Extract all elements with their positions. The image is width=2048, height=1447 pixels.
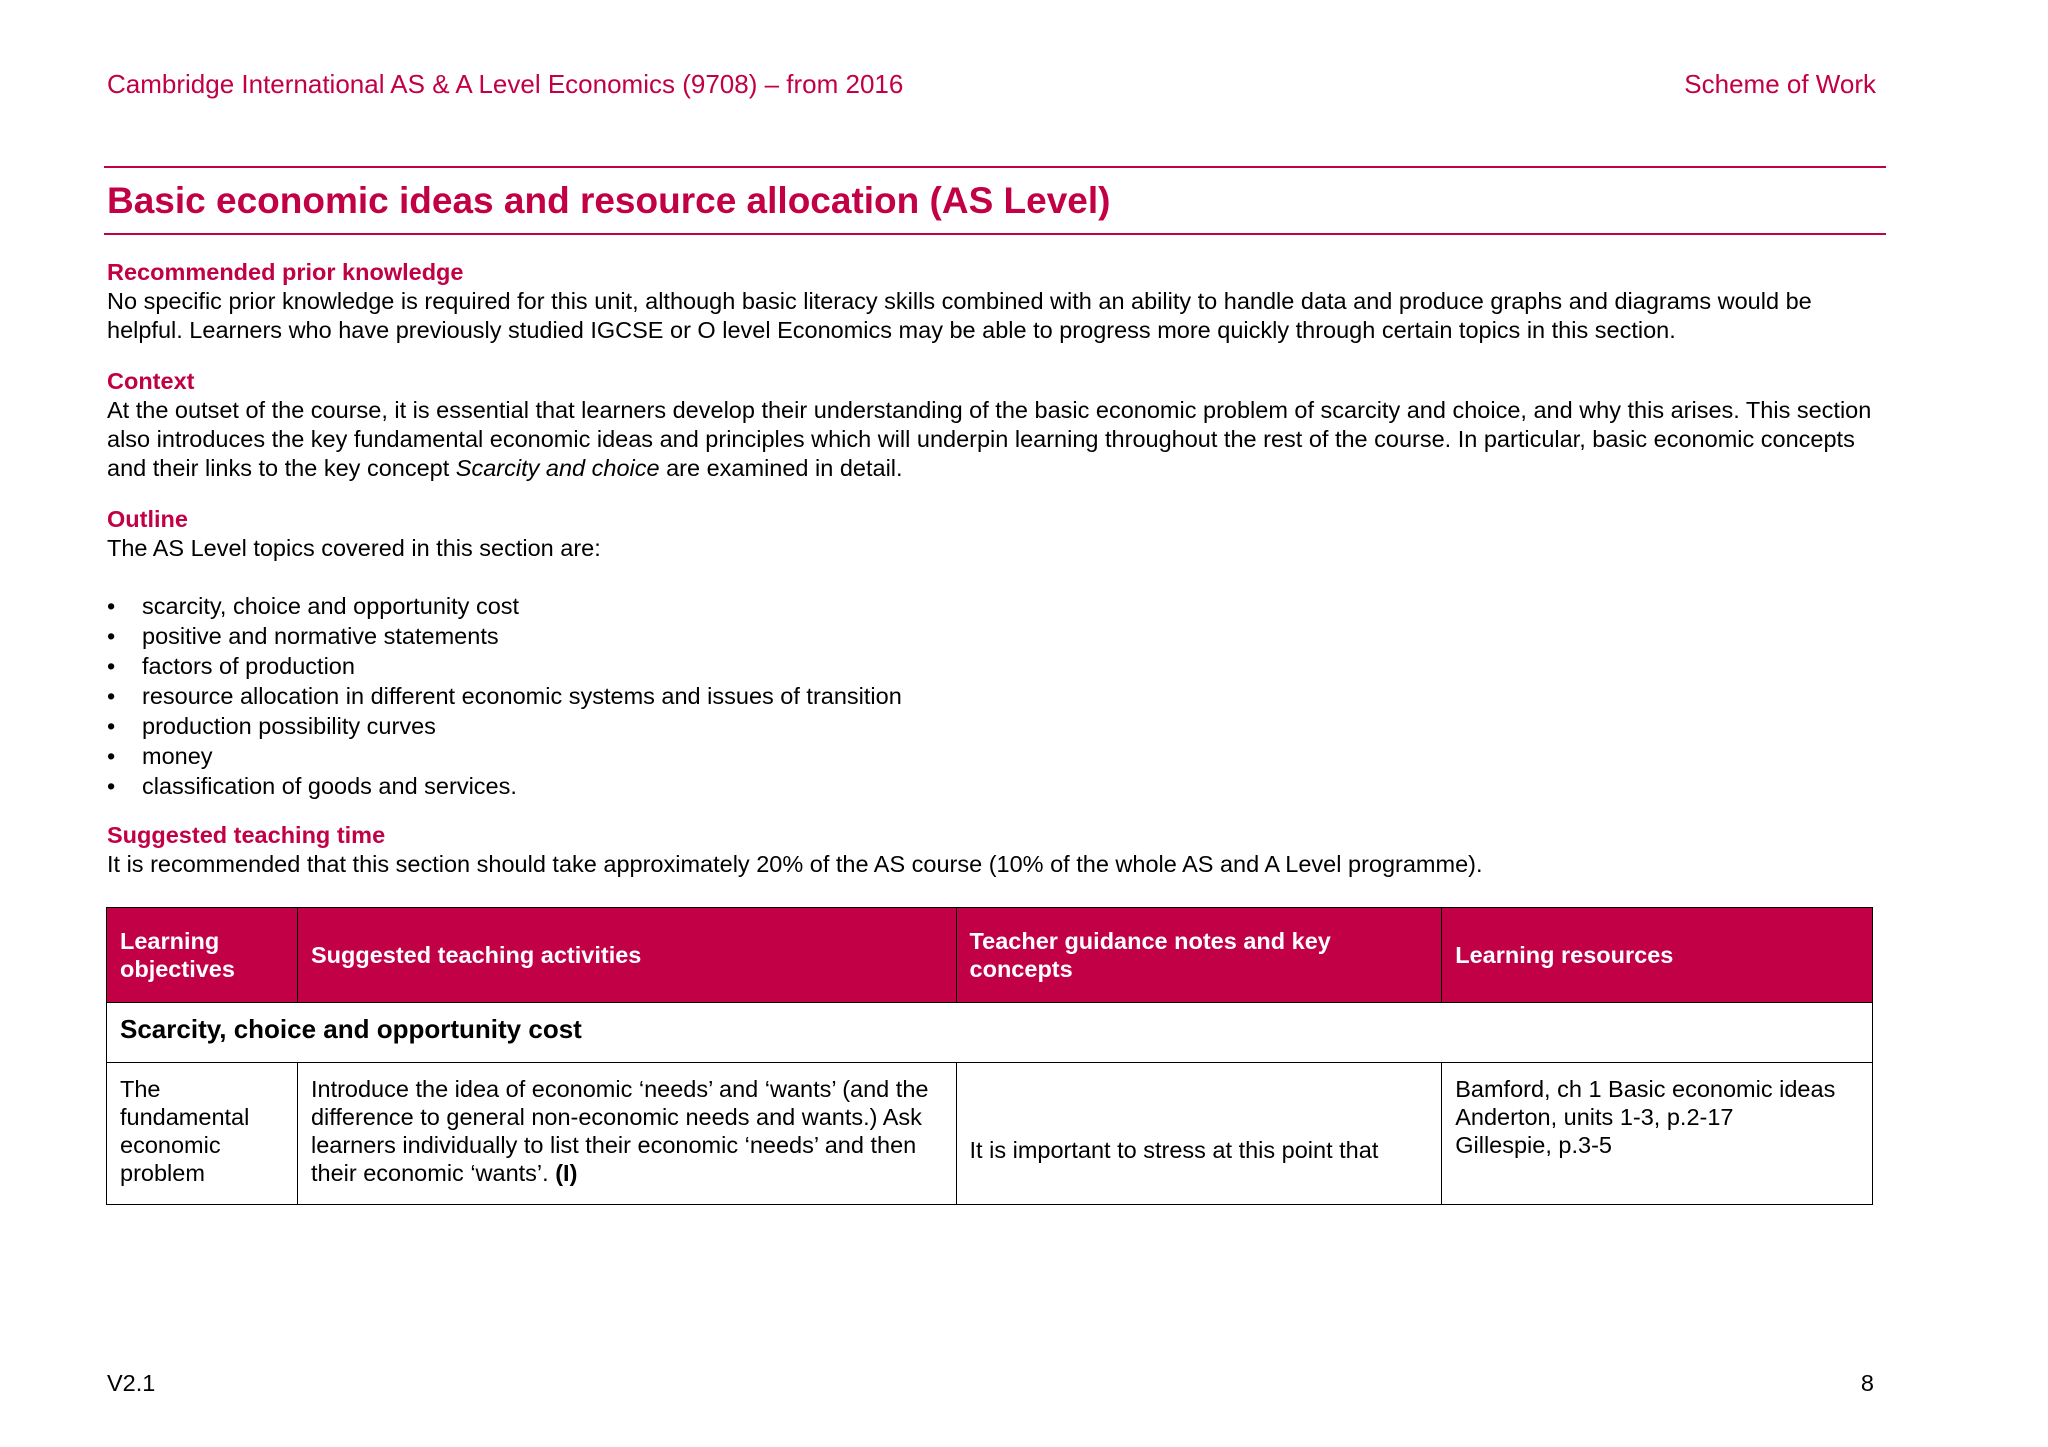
bullet-icon: • [107, 713, 116, 739]
title-rule-top [104, 166, 1886, 168]
list-item-text: resource allocation in different economic systems and issues of transition [142, 683, 902, 709]
list-item [107, 711, 1887, 741]
list-item-text: production possibility curves [142, 713, 436, 739]
guidance-notes-cell [956, 1063, 1442, 1205]
column-header-guidance-notes: Teacher guidance notes and key concepts [956, 908, 1442, 1003]
table-subheading-row [107, 1003, 1873, 1063]
resource-item: Anderton, units 1-3, p.2-17 [1455, 1104, 1734, 1130]
teaching-time-text: It is recommended that this section should take approximately 20% of the AS course (10% of the whole AS and A Level programme). [107, 851, 1483, 877]
scheme-of-work-table [106, 907, 1873, 1205]
list-item [107, 771, 1887, 801]
list-item [107, 741, 1887, 771]
teaching-time-section [107, 821, 1887, 879]
context-text-end: are examined in detail. [659, 455, 903, 481]
context-section [107, 367, 1887, 483]
list-item [107, 621, 1887, 651]
learning-objective-cell: The fundamental economic problem [107, 1063, 298, 1205]
table-row [107, 1063, 1873, 1205]
context-heading: Context [107, 368, 195, 394]
context-key-concept: Scarcity and choice [455, 455, 660, 481]
title-rule-bottom [104, 233, 1886, 235]
page-title: Basic economic ideas and resource allocation (AS Level) [107, 180, 1111, 221]
topic-subheading: Scarcity, choice and opportunity cost [107, 1003, 1873, 1063]
prior-knowledge-text: No specific prior knowledge is required for this unit, although basic literacy skills combined with an ability to handle data and produce graphs and diagrams would be helpful. Learners who have previously studied IGCSE or O level Economics may be able to progress more quickly through certain topics in this section. [107, 288, 1812, 343]
footer-version: V2.1 [107, 1370, 156, 1396]
bullet-icon: • [107, 743, 116, 769]
list-item-text: money [142, 743, 213, 769]
bullet-icon: • [107, 593, 116, 619]
bullet-icon: • [107, 623, 116, 649]
list-item-text: positive and normative statements [142, 623, 499, 649]
list-item-text: classification of goods and services. [142, 773, 517, 799]
teaching-time-heading: Suggested teaching time [107, 822, 386, 848]
list-item [107, 591, 1887, 621]
learning-resources-cell [1442, 1063, 1873, 1205]
prior-knowledge-heading: Recommended prior knowledge [107, 259, 464, 285]
outline-heading: Outline [107, 506, 188, 532]
list-item-text: factors of production [142, 653, 355, 679]
outline-topic-list [107, 591, 1887, 801]
activity-type-tag: (I) [555, 1160, 578, 1186]
context-text-main: At the outset of the course, it is essential that learners develop their understanding of the basic economic problem of scarcity and choice, and why this arises. This section also introduces the key fundamental economic ideas and principles which will underpin learning throughout the rest of the course. In particular, basic economic concepts and their links to the key concept [107, 397, 1872, 481]
footer-page-number: 8 [1860, 1370, 1874, 1396]
unit-overview [107, 258, 1887, 879]
bullet-icon: • [107, 653, 116, 679]
list-item-text: scarcity, choice and opportunity cost [142, 593, 520, 619]
teaching-activity-cell [297, 1063, 956, 1205]
header-document-type: Scheme of Work [1684, 69, 1876, 99]
list-item [107, 651, 1887, 681]
column-header-teaching-activities: Suggested teaching activities [297, 908, 956, 1003]
prior-knowledge-section [107, 258, 1887, 345]
header-course-title: Cambridge International AS & A Level Economics (9708) – from 2016 [107, 69, 904, 99]
column-header-learning-objectives: Learning objectives [107, 908, 298, 1003]
bullet-icon: • [107, 773, 116, 799]
outline-section [107, 505, 1887, 801]
list-item [107, 681, 1887, 711]
resource-item: Gillespie, p.3-5 [1455, 1132, 1612, 1158]
context-text [107, 396, 1887, 483]
teaching-activity-text: Introduce the idea of economic ‘needs’ and ‘wants’ (and the difference to general non-economic needs and wants.) Ask learners individually to list their economic ‘needs’ and then their economic ‘wants’. [310, 1076, 929, 1186]
guidance-notes-text: It is important to stress at this point that [969, 1137, 1379, 1163]
resource-item: Bamford, ch 1 Basic economic ideas [1455, 1076, 1836, 1102]
column-header-learning-resources: Learning resources [1442, 908, 1873, 1003]
outline-intro: The AS Level topics covered in this section are: [107, 535, 601, 561]
table-header-row [107, 908, 1873, 1003]
bullet-icon: • [107, 683, 116, 709]
